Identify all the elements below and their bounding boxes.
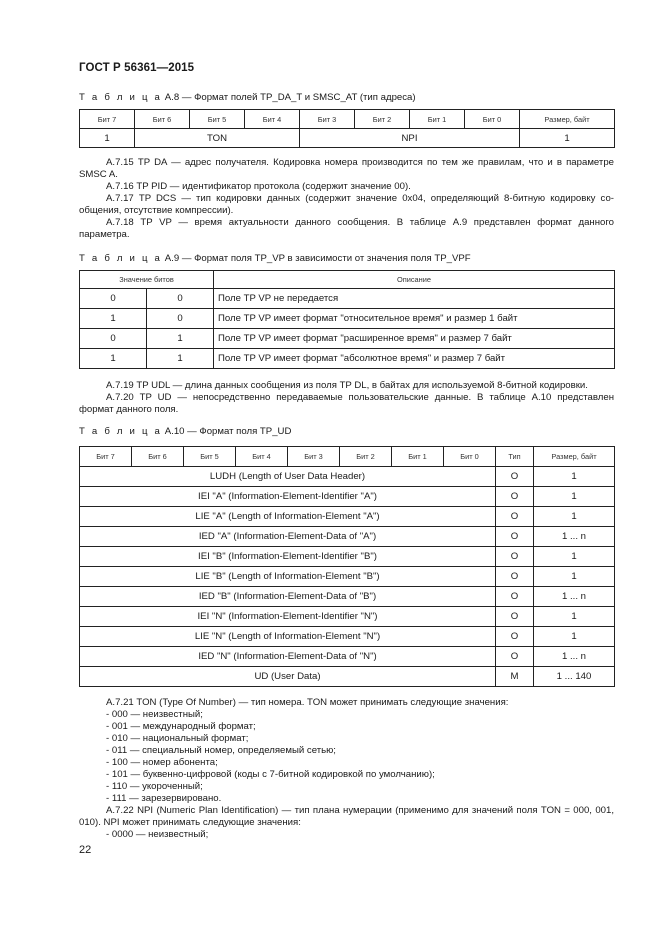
table-row	[80, 349, 615, 369]
table-a9-caption	[79, 253, 471, 264]
table-cell: O	[496, 587, 534, 607]
table-row	[80, 467, 615, 487]
table-cell: UD (User Data)	[80, 667, 496, 687]
header-cell: Значение битов	[80, 271, 214, 289]
table-cell: O	[496, 487, 534, 507]
table-cell: O	[496, 527, 534, 547]
header-cell: Бит 2	[355, 110, 410, 129]
table-cell: Поле TP VP имеет формат "относительное время" и размер 1 байт	[214, 309, 615, 329]
table-cell: IEI "A" (Information-Element-Identifier "A")	[80, 487, 496, 507]
header-cell: Бит 3	[300, 110, 355, 129]
list-item: - 100 — номер абонента;	[106, 757, 218, 768]
table-cell: 1	[534, 467, 615, 487]
table-cell: 1	[534, 487, 615, 507]
table-row	[80, 309, 615, 329]
table-cell: O	[496, 547, 534, 567]
table-cell: IED "B" (Information-Element-Data of "B")	[80, 587, 496, 607]
header-cell: Бит 5	[190, 110, 245, 129]
table-cell: 0	[147, 309, 214, 329]
header-cell: Размер, байт	[534, 447, 615, 467]
header-cell: Тип	[496, 447, 534, 467]
table-cell: 1	[147, 329, 214, 349]
list-item: - 110 — укороченный;	[106, 781, 203, 792]
table-cell: Поле TP VP имеет формат "расширенное время" и размер 7 байт	[214, 329, 615, 349]
header-cell: Бит 6	[135, 110, 190, 129]
paragraph: А.7.21 TON (Type Of Number) — тип номера. TON может принимать следующие значения:	[106, 697, 509, 708]
table-row	[80, 487, 615, 507]
table-cell: Поле TP VP не передается	[214, 289, 615, 309]
paragraph: А.7.22 NPI (Numeric Plan Identification) — тип плана нумерации (применимо для значений поля TON = 000, 001, 010). NPI может принимать следующие значения:	[79, 805, 614, 828]
table-cell: 0	[80, 329, 147, 349]
list-item: - 000 — неизвестный;	[106, 709, 203, 720]
table-cell: 1	[80, 309, 147, 329]
table-cell: NPI	[300, 129, 520, 148]
table-caption-text: А.10 — Формат поля TP_UD	[164, 426, 292, 437]
list-item: - 101 — буквенно-цифровой (коды с 7-битной кодировкой по умолчанию);	[106, 769, 435, 780]
header-cell: Бит 0	[465, 110, 520, 129]
table-cell: 0	[80, 289, 147, 309]
list-item: - 0000 — неизвестный;	[106, 829, 209, 840]
table-a8-caption	[79, 92, 416, 103]
table-cell: 1 ... n	[534, 527, 615, 547]
paragraphs-a7-21-22	[79, 697, 614, 841]
header-cell: Бит 3	[288, 447, 340, 467]
paragraphs-a7-15-18	[79, 157, 614, 241]
paragraph: А.7.20 TP UD — непосредственно передаваемые пользовательские данные. В таблице А.10 представлен формат данного поля.	[79, 392, 614, 415]
table-cell: O	[496, 567, 534, 587]
table-cell: 1	[147, 349, 214, 369]
table-caption-text: А.9 — Формат поля TP_VP в зависимости от значения поля TP_VPF	[164, 253, 471, 264]
table-row	[80, 607, 615, 627]
table-row	[80, 647, 615, 667]
table-row	[80, 527, 615, 547]
header-cell: Бит 2	[340, 447, 392, 467]
table-cell: O	[496, 507, 534, 527]
table-cell: O	[496, 607, 534, 627]
table-cell: 1	[534, 547, 615, 567]
table-cell: 1 ... 140	[534, 667, 615, 687]
document-header: ГОСТ Р 56361—2015	[79, 62, 195, 74]
table-row	[80, 567, 615, 587]
list-item: - 001 — международный формат;	[106, 721, 256, 732]
table-cell: IED "A" (Information-Element-Data of "A")	[80, 527, 496, 547]
table-cell: IEI "B" (Information-Element-Identifier "B")	[80, 547, 496, 567]
header-cell: Размер, байт	[520, 110, 615, 129]
list-item: - 111 — зарезервировано.	[106, 793, 222, 804]
table-cell: LIE "A" (Length of Information-Element "A")	[80, 507, 496, 527]
page-number: 22	[79, 844, 92, 856]
list-item: - 010 — национальный формат;	[106, 733, 249, 744]
paragraph: А.7.18 TP VP — время актуальности данного сообщения. В таблице А.9 представлен формат данного параметра.	[79, 217, 614, 240]
table-a8	[79, 109, 615, 148]
table-cell: O	[496, 467, 534, 487]
table-caption-prefix: Т а б л и ц а	[79, 92, 163, 103]
table-row	[80, 329, 615, 349]
table-cell: 1	[80, 129, 135, 148]
paragraph: А.7.17 TP DCS — тип кодировки данных (содержит значение 0x04, определяющий 8-битную кодировку со-общения, отсутствие компрессии).	[79, 193, 614, 216]
paragraph: А.7.19 TP UDL — длина данных сообщения из поля TP DL, в байтах для используемой 8-битной кодировки.	[106, 380, 588, 391]
table-caption-prefix: Т а б л и ц а	[79, 253, 163, 264]
header-cell: Бит 6	[132, 447, 184, 467]
table-cell: 1 ... n	[534, 647, 615, 667]
table-row	[80, 507, 615, 527]
paragraph: А.7.15 TP DA — адрес получателя. Кодировка номера производится по тем же правилам, что и в параметре SMSC A.	[79, 157, 614, 180]
table-row	[80, 289, 615, 309]
table-row	[80, 587, 615, 607]
list-item: - 011 — специальный номер, определяемый сетью;	[106, 745, 336, 756]
table-row	[80, 547, 615, 567]
table-cell: 0	[147, 289, 214, 309]
table-cell: LUDH (Length of User Data Header)	[80, 467, 496, 487]
table-cell: Поле TP VP имеет формат "абсолютное время" и размер 7 байт	[214, 349, 615, 369]
table-cell: LIE "N" (Length of Information-Element "N")	[80, 627, 496, 647]
header-cell: Бит 7	[80, 110, 135, 129]
header-cell: Бит 1	[410, 110, 465, 129]
table-cell: 1	[534, 507, 615, 527]
table-cell: O	[496, 647, 534, 667]
table-caption-text: А.8 — Формат полей TP_DA_T и SMSC_AT (тип адреса)	[164, 92, 416, 103]
table-cell: 1 ... n	[534, 587, 615, 607]
header-cell: Бит 0	[444, 447, 496, 467]
header-cell: Бит 4	[236, 447, 288, 467]
table-cell: 1	[534, 567, 615, 587]
header-cell: Бит 5	[184, 447, 236, 467]
table-cell: TON	[135, 129, 300, 148]
table-a10-caption	[79, 426, 291, 437]
header-cell: Бит 7	[80, 447, 132, 467]
table-cell: 1	[534, 607, 615, 627]
table-cell: 1	[520, 129, 615, 148]
paragraphs-a7-19-20	[79, 380, 614, 416]
table-a9	[79, 270, 615, 369]
table-row	[80, 627, 615, 647]
header-cell: Бит 1	[392, 447, 444, 467]
header-cell: Бит 4	[245, 110, 300, 129]
table-row	[80, 667, 615, 687]
table-cell: 1	[534, 627, 615, 647]
table-cell: 1	[80, 349, 147, 369]
table-cell: O	[496, 627, 534, 647]
table-cell: M	[496, 667, 534, 687]
table-cell: IED "N" (Information-Element-Data of "N")	[80, 647, 496, 667]
header-cell: Описание	[214, 271, 615, 289]
table-cell: LIE "B" (Length of Information-Element "B")	[80, 567, 496, 587]
paragraph: А.7.16 TP PID — идентификатор протокола (содержит значение 00).	[106, 181, 411, 192]
table-cell: IEI "N" (Information-Element-Identifier "N")	[80, 607, 496, 627]
table-a10	[79, 446, 615, 687]
table-caption-prefix: Т а б л и ц а	[79, 426, 163, 437]
